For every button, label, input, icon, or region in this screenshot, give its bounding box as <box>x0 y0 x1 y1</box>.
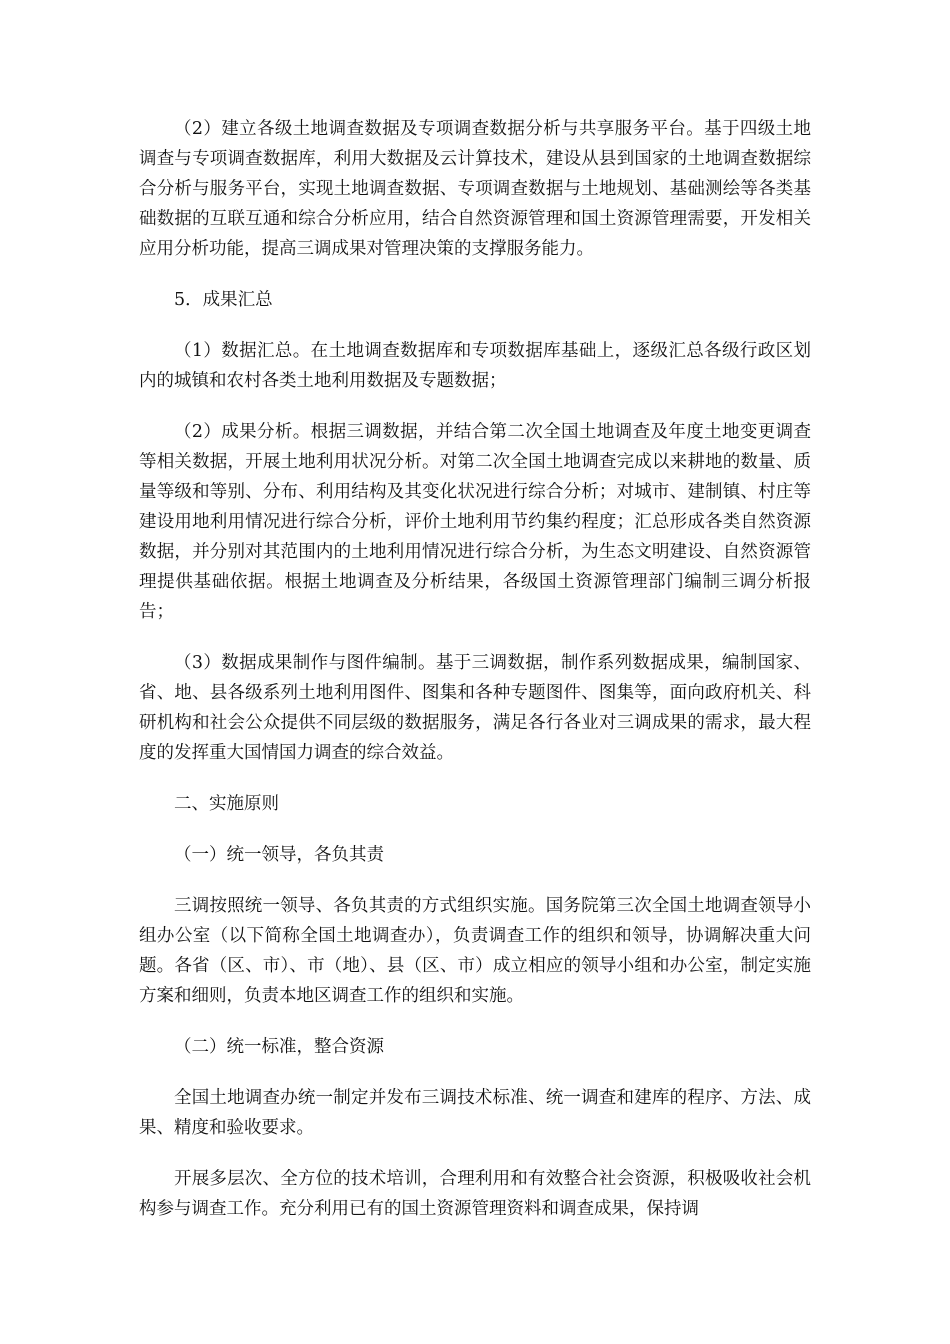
paragraph-unified-standards: 全国土地调查办统一制定并发布三调技术标准、统一调查和建库的程序、方法、成果、精度和验收要求。 <box>139 1088 811 1138</box>
paragraph-training: 开展多层次、全方位的技术培训，合理利用和有效整合社会资源，积极吸收社会机构参与调查工作。充分利用已有的国土资源管理资料和调查成果，保持调 <box>139 1169 811 1219</box>
heading-implementation-principles: 二、实施原则 <box>174 794 279 814</box>
heading-unified-standards: （二）统一标准，整合资源 <box>174 1037 384 1057</box>
paragraph-unified-leadership: 三调按照统一领导、各负其责的方式组织实施。国务院第三次全国土地调查领导小组办公室（以下简称全国土地调查办），负责调查工作的组织和领导，协调解决重大问题。各省（区、市）、市（地）、县（区、市）成立相应的领导小组和办公室，制定实施方案和细则，负责本地区调查工作的组织和实施。 <box>139 896 811 1006</box>
heading-results-summary: 5．成果汇总 <box>174 290 273 310</box>
paragraph-data-summary: （1）数据汇总。在土地调查数据库和专项数据库基础上，逐级汇总各级行政区划内的城镇和农村各类土地利用数据及专题数据； <box>139 341 811 391</box>
paragraph-results-analysis: （2）成果分析。根据三调数据，并结合第二次全国土地调查及年度土地变更调查等相关数据，开展土地利用状况分析。对第二次全国土地调查完成以来耕地的数量、质量等级和等别、分布、利用结构及其变化状况进行综合分析；对城市、建制镇、村庄等建设用地利用情况进行综合分析，评价土地利用节约集约程度；汇总形成各类自然资源数据，并分别对其范围内的土地利用情况进行综合分析，为生态文明建设、自然资源管理提供基础依据。根据土地调查及分析结果，各级国土资源管理部门编制三调分析报告； <box>139 422 811 622</box>
heading-unified-leadership: （一）统一领导，各负其责 <box>174 845 384 865</box>
document-body <box>139 114 811 1245</box>
paragraph-platform: （2）建立各级土地调查数据及专项调查数据分析与共享服务平台。基于四级土地调查与专项调查数据库，利用大数据及云计算技术，建设从县到国家的土地调查数据综合分析与服务平台，实现土地调查数据、专项调查数据与土地规划、基础测绘等各类基础数据的互联互通和综合分析应用，结合自然资源管理和国土资源管理需要，开发相关应用分析功能，提高三调成果对管理决策的支撑服务能力。 <box>139 119 811 259</box>
paragraph-map-compilation: （3）数据成果制作与图件编制。基于三调数据，制作系列数据成果，编制国家、省、地、县各级系列土地利用图件、图集和各种专题图件、图集等，面向政府机关、科研机构和社会公众提供不同层级的数据服务，满足各行各业对三调成果的需求，最大程度的发挥重大国情国力调查的综合效益。 <box>139 653 811 763</box>
